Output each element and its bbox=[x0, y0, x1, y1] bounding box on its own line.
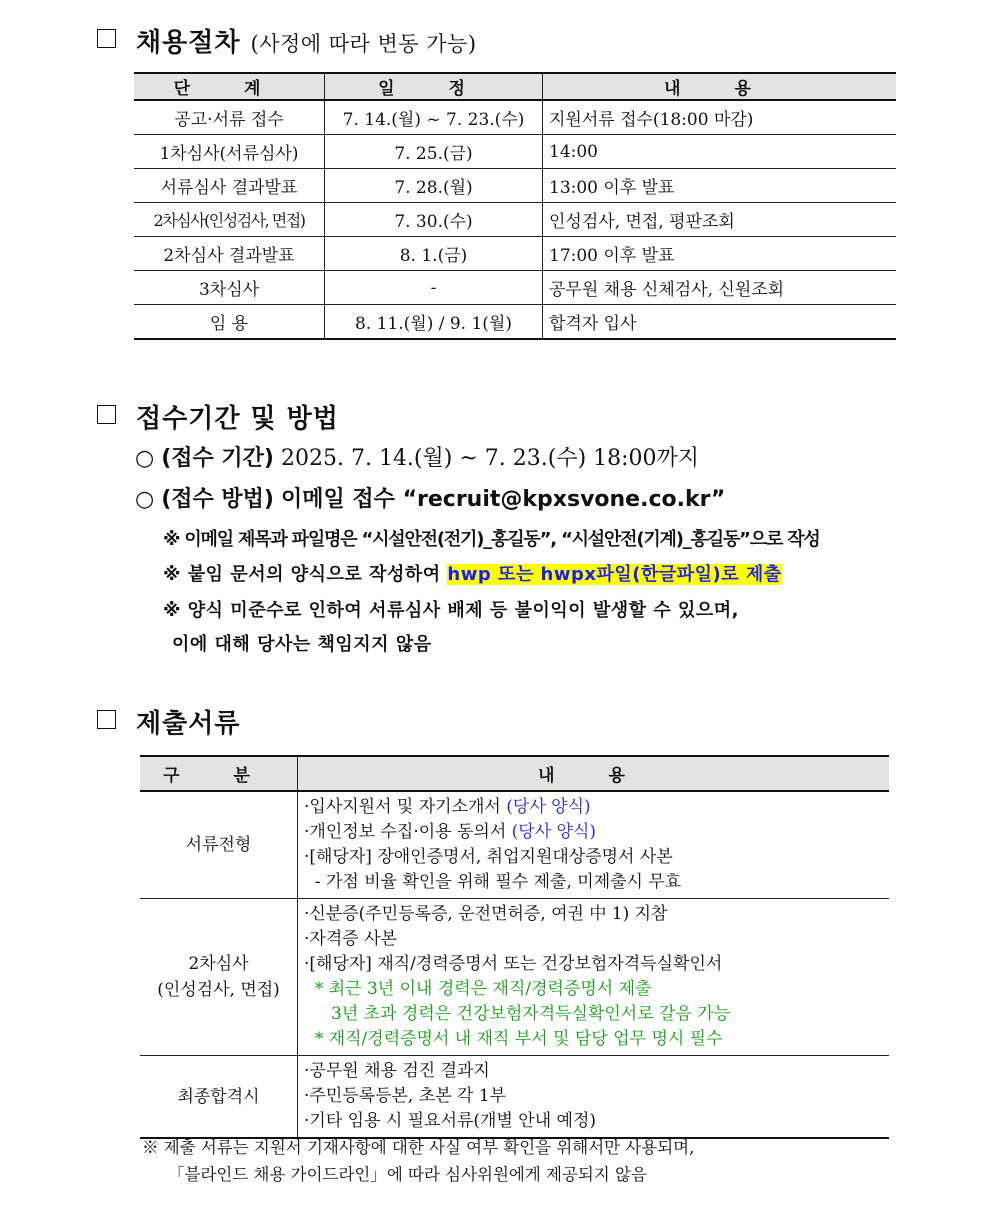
list-item: ·공무원 채용 검진 결과지 bbox=[304, 1061, 490, 1081]
note-file-format bbox=[163, 560, 782, 586]
stage-cell: 3차심사 bbox=[134, 271, 325, 305]
table-row bbox=[134, 237, 896, 271]
stage-cell: 2차심사(인성검사, 면접) bbox=[134, 203, 325, 237]
category-cell bbox=[140, 899, 298, 1056]
content-cell: 지원서류 접수(18:00 마감) bbox=[543, 100, 897, 135]
circle-bullet-icon: ○ bbox=[135, 446, 155, 471]
section-checkbox-icon bbox=[97, 710, 116, 729]
section-title-recruitment-process bbox=[136, 22, 477, 59]
note-disclaimer-1: ※ 양식 미준수로 인하여 서류심사 배제 등 불이익이 발생할 수 있으며, bbox=[163, 600, 739, 621]
header-content: 내 용 bbox=[543, 73, 897, 100]
list-item: ·신분증(주민등록증, 운전면허증, 여권 中 1) 지참 bbox=[304, 904, 668, 924]
table-row bbox=[140, 899, 889, 1056]
category-cell: 서류전형 bbox=[140, 791, 298, 899]
item-tag: (당사 양식) bbox=[511, 822, 597, 842]
content-cell: 17:00 이후 발표 bbox=[543, 237, 897, 271]
content-cell: 공무원 채용 신체검사, 신원조회 bbox=[543, 271, 897, 305]
period-value: 2025. 7. 14.(월) ~ 7. 23.(수) 18:00까지 bbox=[280, 446, 700, 471]
list-item bbox=[304, 820, 883, 845]
stage-cell: 1차심사(서류심사) bbox=[134, 135, 325, 169]
category-cell: 최종합격시 bbox=[140, 1056, 298, 1139]
list-item: ·자격증 사본 bbox=[304, 929, 397, 949]
method-label: (접수 방법) bbox=[161, 487, 274, 512]
method-line bbox=[135, 482, 725, 513]
section-subtitle: (사정에 따라 변동 가능) bbox=[250, 32, 477, 56]
table-header-row bbox=[140, 756, 889, 791]
table-row bbox=[134, 135, 896, 169]
stage-cell: 2차심사 결과발표 bbox=[134, 237, 325, 271]
date-cell: 8. 11.(월) / 9. 1(월) bbox=[325, 305, 543, 340]
note-disclaimer-2: 이에 대해 당사는 책임지지 않음 bbox=[172, 634, 432, 655]
items-cell bbox=[298, 1056, 890, 1139]
list-item: * 최근 3년 이내 경력은 재직/경력증명서 제출 bbox=[304, 979, 652, 999]
method-value: 이메일 접수 “recruit@kpxsvone.co.kr” bbox=[280, 487, 726, 512]
stage-cell: 공고·서류 접수 bbox=[134, 100, 325, 135]
table-header-row bbox=[134, 73, 896, 100]
highlight-file-format: hwp 또는 hwpx파일(한글파일)로 제출 bbox=[447, 564, 782, 585]
period-line bbox=[135, 441, 699, 472]
table-row bbox=[134, 100, 896, 135]
list-item: - 가점 비율 확인을 위해 필수 제출, 미제출시 무효 bbox=[304, 872, 682, 892]
date-cell: 7. 28.(월) bbox=[325, 169, 543, 203]
table-row bbox=[134, 305, 896, 340]
stage-cell: 임 용 bbox=[134, 305, 325, 340]
content-cell: 합격자 입사 bbox=[543, 305, 897, 340]
note-file-format-text: ※ 붙임 문서의 양식으로 작성하여 bbox=[163, 564, 448, 585]
note-filename: ※ 이메일 제목과 파일명은 “시설안전(전기)_홍길동”, “시설안전(기계)_홍길동”으로 작성 bbox=[163, 529, 820, 550]
list-item: ·[해당자] 장애인증명서, 취업지원대상증명서 사본 bbox=[304, 847, 673, 867]
header-date: 일 정 bbox=[325, 73, 543, 100]
list-item: ·기타 임용 시 필요서류(개별 안내 예정) bbox=[304, 1111, 597, 1131]
date-cell: 7. 30.(수) bbox=[325, 203, 543, 237]
table-row bbox=[140, 791, 889, 899]
table-row bbox=[140, 1056, 889, 1139]
section-title-text: 채용절차 bbox=[136, 28, 241, 58]
schedule-table bbox=[134, 72, 896, 340]
category-label: 2차심사 bbox=[188, 954, 249, 974]
items-cell bbox=[298, 899, 890, 1056]
table-row bbox=[134, 203, 896, 237]
item-text: ·개인정보 수집·이용 동의서 bbox=[304, 822, 512, 842]
circle-bullet-icon: ○ bbox=[135, 487, 155, 512]
section-checkbox-icon bbox=[97, 29, 116, 48]
section-title-application-period: 접수기간 및 방법 bbox=[136, 404, 339, 434]
list-item: 3년 초과 경력은 건강보험자격득실확인서로 갈음 가능 bbox=[304, 1004, 731, 1024]
list-item: ·주민등록등본, 초본 각 1부 bbox=[304, 1086, 507, 1106]
item-text: ·입사지원서 및 자기소개서 bbox=[304, 797, 507, 817]
period-label: (접수 기간) bbox=[161, 446, 274, 471]
table-row bbox=[134, 271, 896, 305]
list-item: * 재직/경력증명서 내 재직 부서 및 담당 업무 명시 필수 bbox=[304, 1029, 723, 1049]
date-cell: 8. 1.(금) bbox=[325, 237, 543, 271]
item-tag: (당사 양식) bbox=[506, 797, 591, 817]
content-cell: 인성검사, 면접, 평판조회 bbox=[543, 203, 897, 237]
footnote-line-1: ※ 제출 서류는 지원서 기재사항에 대한 사실 여부 확인을 위해서만 사용되며, bbox=[142, 1138, 695, 1157]
date-cell: - bbox=[325, 271, 543, 305]
header-stage: 단 계 bbox=[134, 73, 325, 100]
items-cell bbox=[298, 791, 890, 899]
category-sublabel: (인성검사, 면접) bbox=[157, 980, 280, 1000]
documents-table bbox=[140, 755, 889, 1139]
table-row bbox=[134, 169, 896, 203]
content-cell: 14:00 bbox=[543, 135, 897, 169]
stage-cell: 서류심사 결과발표 bbox=[134, 169, 325, 203]
date-cell: 7. 14.(월) ~ 7. 23.(수) bbox=[325, 100, 543, 135]
section-title-documents: 제출서류 bbox=[136, 709, 241, 739]
date-cell: 7. 25.(금) bbox=[325, 135, 543, 169]
footnote-line-2: 「블라인드 채용 가이드라인」에 따라 심사위원에게 제공되지 않음 bbox=[168, 1165, 647, 1184]
list-item bbox=[304, 795, 883, 820]
content-cell: 13:00 이후 발표 bbox=[543, 169, 897, 203]
header-content: 내 용 bbox=[298, 756, 890, 791]
header-category: 구 분 bbox=[140, 756, 298, 791]
list-item: ·[해당자] 재직/경력증명서 또는 건강보험자격득실확인서 bbox=[304, 954, 723, 974]
section-checkbox-icon bbox=[97, 405, 116, 424]
